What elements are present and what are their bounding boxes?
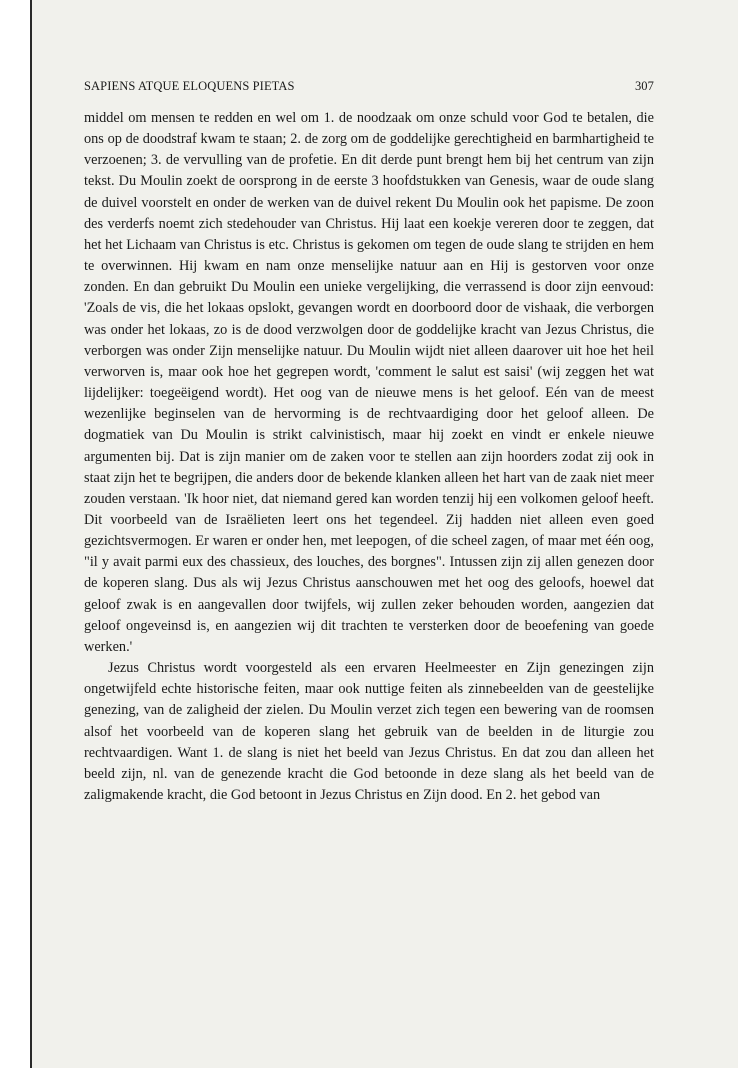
paragraph: middel om mensen te redden en wel om 1. de noodzaak om onze schuld voor God te betalen, die ons op de doodstraf kwam te staan; 2. de zorg om de goddelijke gerechtigheid en barmhartigheid te verzoenen; 3. de vervulling van de profetie. En dit derde punt brengt hem bij het centrum van zijn tekst. Du Moulin zoekt de oorsprong in de eerste 3 hoofdstukken van Genesis, waar de oude slang de duivel voorstelt en onder de werken van de duivel rekent Du Moulin ook het papisme. De zoon des verderfs noemt zich stedehouder van Christus. Hij laat een koekje vereren door te zeggen, dat het het Lichaam van Christus is etc. Christus is gekomen om tegen de oude slang te strijden en hem te overwinnen. Hij kwam en nam onze menselijke natuur aan en Hij is gestorven voor onze zonden. En dan gebruikt Du Moulin een unieke vergelijking, die verrassend is door zijn eenvoud: 'Zoals de vis, die het lokaas opslokt, gevangen wordt en doorboord door de vishaak, die verborgen was onder het lokaas, zo is de dood verzwolgen door de goddelijke kracht van Jezus Christus, die verborgen was onder Zijn menselijke natuur. Du Moulin wijdt niet alleen daarover uit hoe het heil verworven is, maar ook hoe het gegrepen wordt, 'comment le salut est saisi' (wij zeggen het wat lijdelijker: toegeëigend wordt). Het oog van de nieuwe mens is het geloof. Eén van de meest wezenlijke beginselen van de hervorming is de rechtvaardiging door het geloof alleen. De dogmatiek van Du Moulin is strikt calvinistisch, maar hij zoekt en vindt er enkele nieuwe argumenten bij. Dat is zijn manier om de zaken voor te stellen aan zijn hoorders zodat zij ook in staat zijn het te begrijpen, die anders door de bekende klanken alleen het hart van de zaak niet meer zouden verstaan. 'Ik hoor niet, dat niemand gered kan worden tenzij hij een volkomen geloof heeft. Dit voorbeeld van de Israëlieten leert ons het tegendeel. Zij hadden niet alleen even goed gezichtsvermogen. Er waren er onder hen, met leepogen, of die scheel zagen, of maar met één oog, "il y avait parmi eux des chassieux, des louches, des borgnes". Intussen zijn zij allen genezen door de koperen slang. Dus als wij Jezus Christus aanschouwen met het oog des geloofs, hoewel dat geloof zwak is en aangevallen door twijfels, wij zullen zeker behouden worden, aangezien dat geloof ongeveinsd is, en aangezien wij dit trachten te versterken door de beoefening van goede werken.' xyxy=(84,110,654,655)
running-title: SAPIENS ATQUE ELOQUENS PIETAS xyxy=(84,79,295,93)
book-page xyxy=(30,0,738,1068)
paragraph: Jezus Christus wordt voorgesteld als een ervaren Heelmeester en Zijn genezingen zijn ongetwijfeld echte historische feiten, maar ook nuttige feiten als zinnebeelden van de geestelijke genezing, van de zaligheid der zielen. Du Moulin verzet zich tegen een bewering van de roomsen alsof het voorbeeld van de koperen slang het gebruik van de beelden in de liturgie zou rechtvaardigen. Want 1. de slang is niet het beeld van Jezus Christus. En dat zou dan alleen het beeld zijn, nl. van de genezende kracht die God betoonde in deze slang als het beeld van de zaligmakende kracht, die God betoont in Jezus Christus en Zijn dood. En 2. het gebod van xyxy=(84,660,654,803)
page-number: 307 xyxy=(634,79,654,93)
body-text xyxy=(84,108,654,806)
